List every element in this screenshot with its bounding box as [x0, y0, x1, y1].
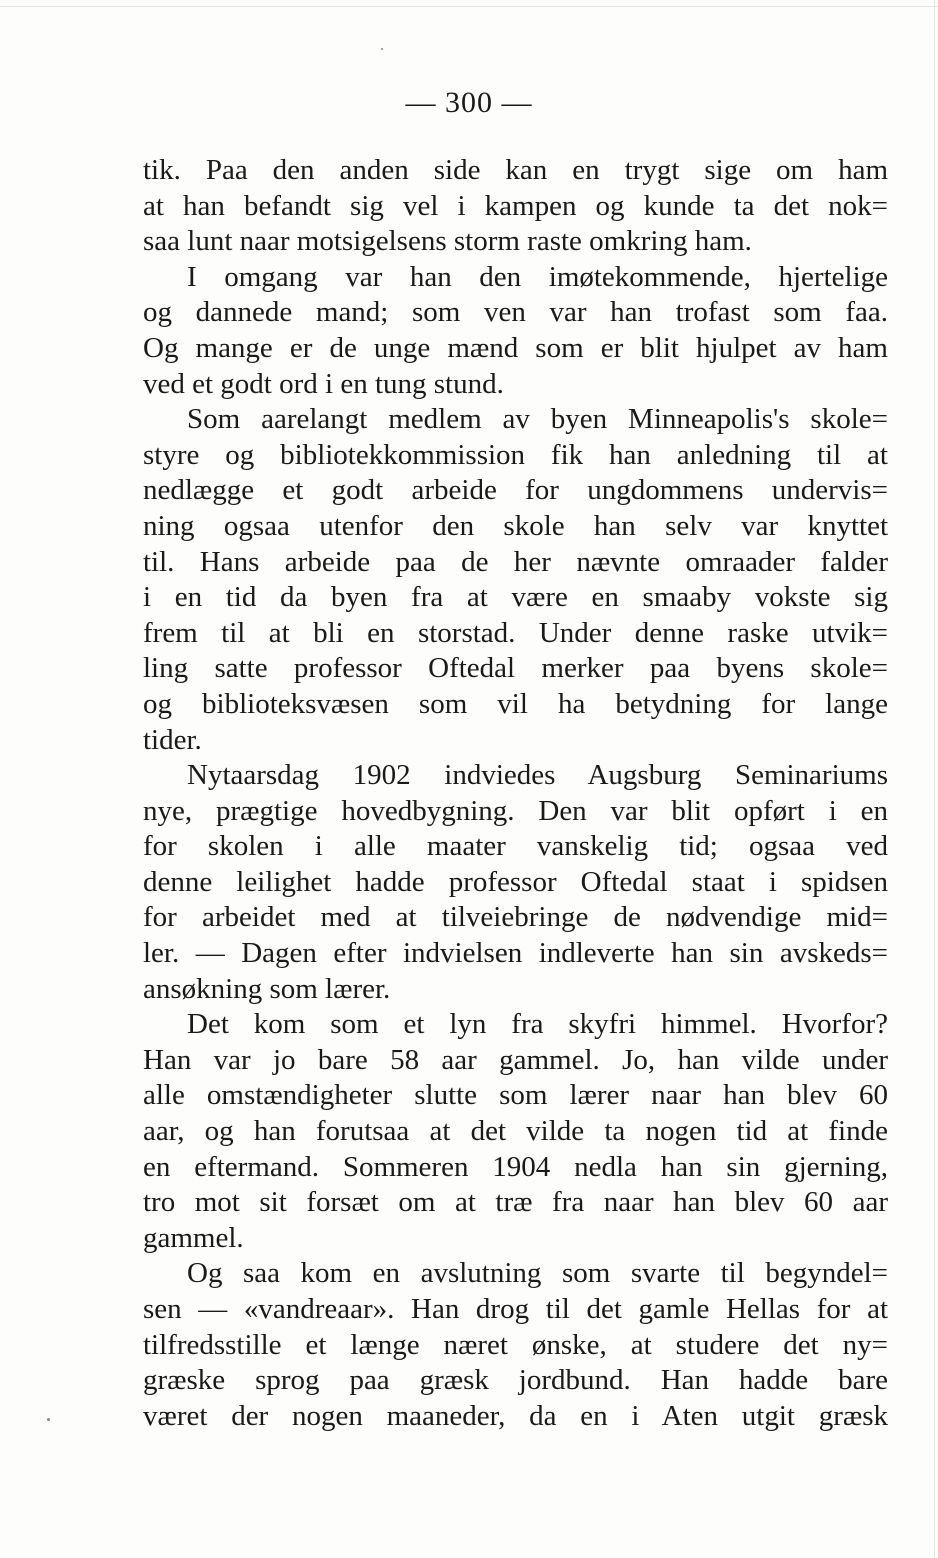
text-line: styre og bibliotekkommission fik han anledning til at: [143, 438, 888, 471]
text-line: tider.: [143, 723, 202, 756]
text-line: været der nogen maaneder, da en i Aten utgit græsk: [143, 1399, 888, 1432]
text-line: Som aarelangt medlem av byen Minneapolis's skole=: [187, 403, 888, 436]
body-text: [143, 153, 888, 1434]
text-line: tro mot sit forsæt om at træ fra naar han blev 60 aar: [143, 1186, 888, 1219]
text-line: frem til at bli en storstad. Under denne raske utvik=: [143, 616, 888, 649]
text-line: saa lunt naar motsigelsens storm raste omkring ham.: [143, 225, 752, 258]
text-line: sen — «vandreaar». Han drog til det gamle Hellas for at: [143, 1293, 888, 1325]
text-line: en eftermand. Sommeren 1904 nedla han sin gjerning,: [143, 1150, 888, 1183]
page-number: — 300 —: [405, 86, 533, 119]
text-line: nye, prægtige hovedbygning. Den var blit opført i en: [143, 794, 888, 827]
text-line: i en tid da byen fra at være en smaaby vokste sig: [143, 581, 888, 614]
text-line: for arbeidet med at tilveiebringe de nødvendige mid=: [143, 901, 888, 934]
text-line: for skolen i alle maater vanskelig tid; ogsaa ved: [143, 830, 888, 863]
text-line: ning ogsaa utenfor den skole han selv var knyttet: [143, 509, 888, 542]
text-line: ler. — Dagen efter indvielsen indleverte han sin avskeds=: [143, 937, 888, 970]
text-line: Og mange er de unge mænd som er blit hjulpet av ham: [143, 331, 888, 364]
text-line: nedlægge et godt arbeide for ungdommens undervis=: [143, 474, 888, 507]
text-line: og biblioteksvæsen som vil ha betydning for lange: [143, 687, 888, 720]
text-line: alle omstændigheter slutte som lærer naar han blev 60: [143, 1079, 888, 1112]
text-line: Han var jo bare 58 aar gammel. Jo, han vilde under: [143, 1043, 888, 1076]
text-line: tilfredsstille et længe næret ønske, at studere det ny=: [143, 1328, 888, 1361]
text-line: denne leilighet hadde professor Oftedal staat i spidsen: [143, 865, 888, 898]
text-line: I omgang var han den imøtekommende, hjertelige: [187, 260, 888, 293]
scan-edge-top: [0, 6, 938, 7]
text-line: at han befandt sig vel i kampen og kunde ta det nok=: [143, 189, 888, 222]
text-line: ansøkning som lærer.: [143, 972, 391, 1005]
text-line: til. Hans arbeide paa de her nævnte omraader falder: [143, 545, 888, 578]
text-line: Det kom som et lyn fra skyfri himmel. Hvorfor?: [187, 1008, 888, 1041]
text-line: tik. Paa den anden side kan en trygt sige om ham: [143, 154, 888, 186]
text-line: og dannede mand; som ven var han trofast som faa.: [143, 296, 888, 329]
scan-edge-right: [934, 0, 935, 1558]
print-speck: [47, 1418, 50, 1421]
text-line: Nytaarsdag 1902 indviedes Augsburg Seminariums: [187, 759, 888, 792]
text-line: ling satte professor Oftedal merker paa byens skole=: [143, 652, 888, 685]
text-line: ved et godt ord i en tung stund.: [143, 367, 504, 400]
text-line: gammel.: [143, 1221, 244, 1254]
text-line: Og saa kom en avslutning som svarte til begyndel=: [187, 1257, 888, 1290]
text-line: græske sprog paa græsk jordbund. Han hadde bare: [143, 1364, 888, 1397]
print-speck: [381, 48, 383, 50]
text-line: aar, og han forutsaa at det vilde ta nogen tid at finde: [143, 1115, 888, 1148]
